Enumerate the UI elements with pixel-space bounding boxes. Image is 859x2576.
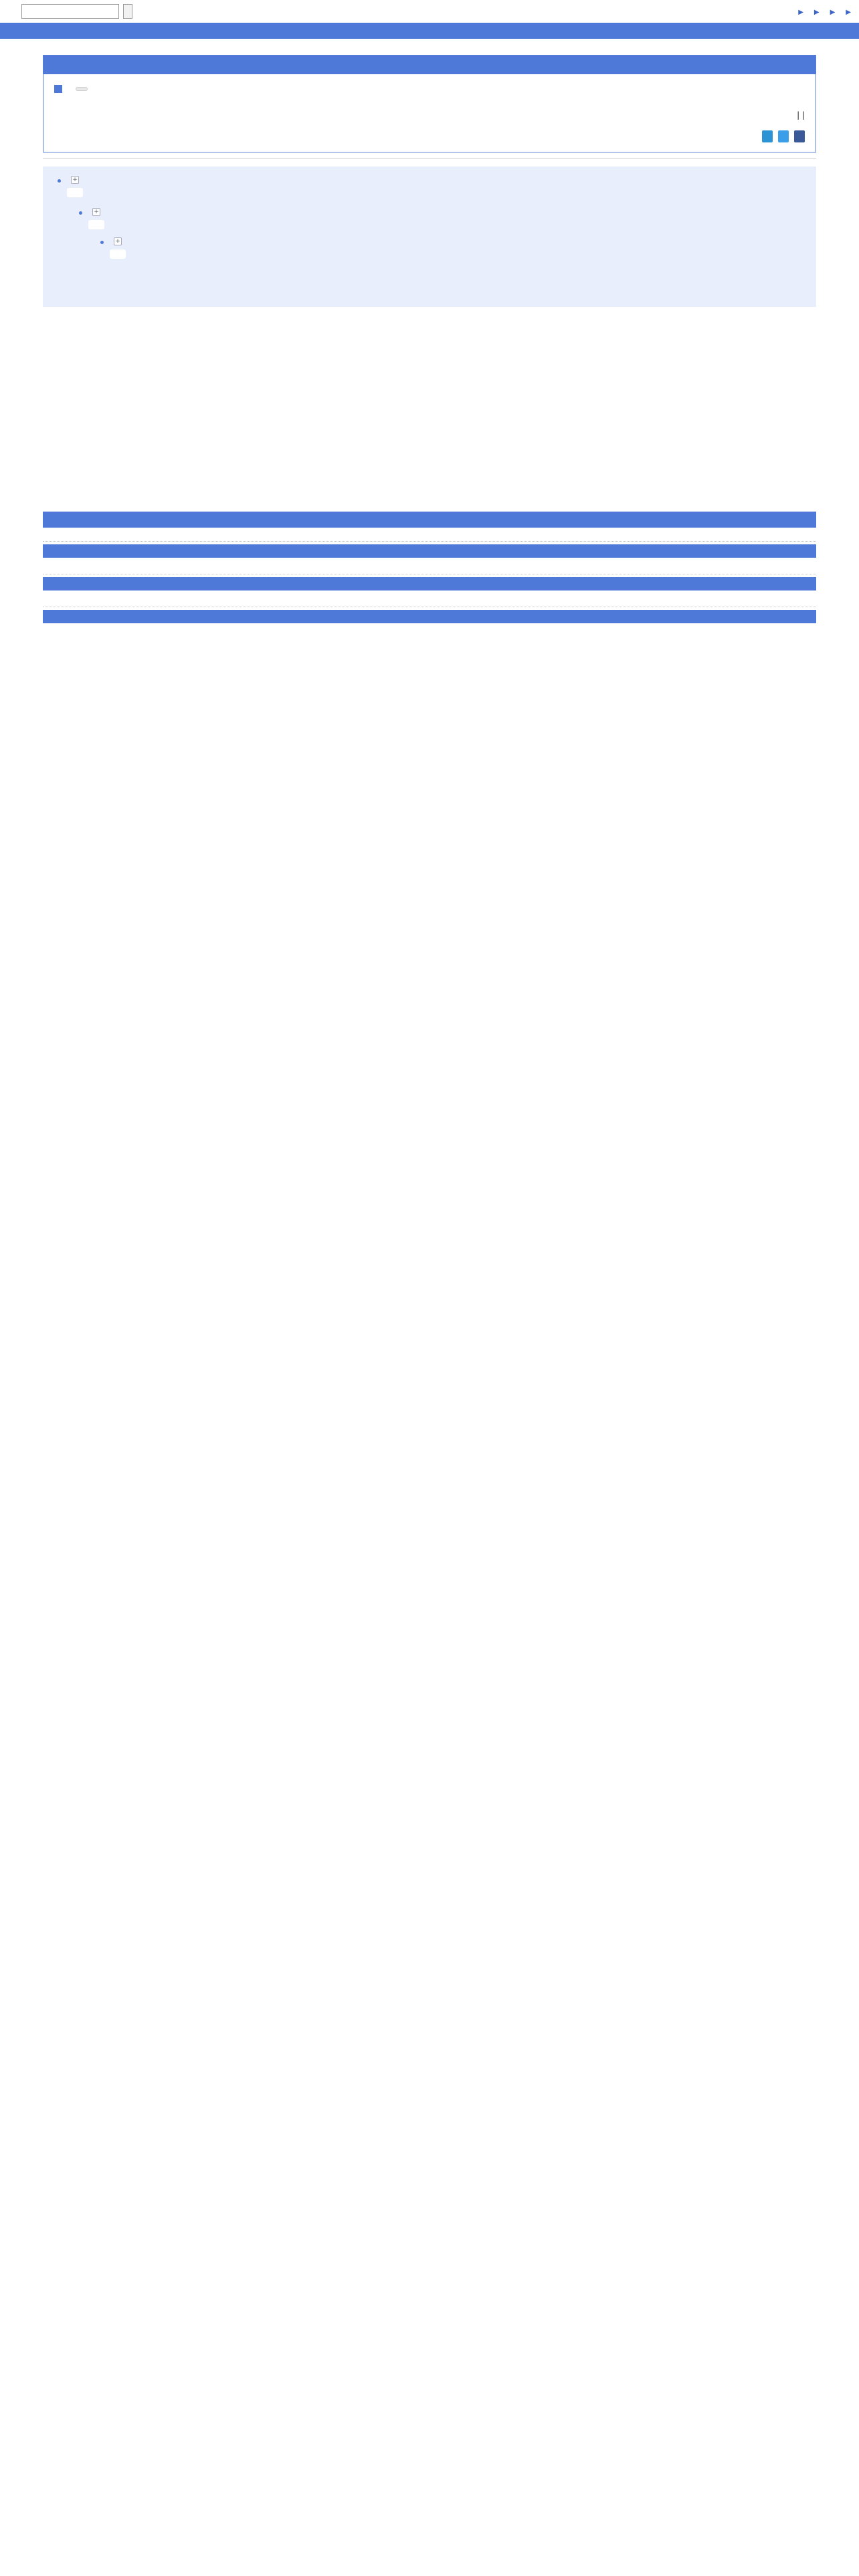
popular-header xyxy=(43,544,816,558)
reaction-head xyxy=(110,237,805,245)
reaction-node xyxy=(110,237,805,261)
reaction-head xyxy=(67,176,805,184)
bullet-icon xyxy=(58,179,61,183)
reaction-text xyxy=(88,220,104,229)
share-bar xyxy=(54,130,805,142)
nav-item xyxy=(830,7,837,16)
reaction-tree xyxy=(43,167,816,307)
entry-body xyxy=(43,74,816,152)
open-source-entry-button[interactable] xyxy=(76,87,88,91)
main-content xyxy=(43,39,816,623)
reaction-text xyxy=(110,249,126,259)
entry-date xyxy=(43,56,816,74)
expand-icon[interactable]: + xyxy=(114,237,122,245)
bookmark-comments-header xyxy=(43,512,816,528)
news-header xyxy=(43,610,816,623)
hatena-bookmark-button[interactable] xyxy=(762,130,773,142)
tweet-button[interactable] xyxy=(778,130,789,142)
reaction-head xyxy=(88,208,805,216)
top-header xyxy=(0,0,859,23)
square-icon xyxy=(54,85,62,93)
expand-icon[interactable]: + xyxy=(92,208,100,216)
bullet-icon xyxy=(79,211,82,215)
bullet-icon xyxy=(100,241,104,244)
triangle-icon: ▶ xyxy=(798,9,803,16)
top-nav xyxy=(798,7,852,16)
search-button[interactable] xyxy=(123,4,132,19)
triangle-icon: ▶ xyxy=(814,9,820,16)
reaction-node xyxy=(88,208,805,261)
entry-box xyxy=(43,55,816,152)
triangle-icon: ▶ xyxy=(830,9,836,16)
search-input[interactable] xyxy=(21,4,119,19)
facebook-share-button[interactable] xyxy=(794,130,805,142)
nav-item xyxy=(798,7,805,16)
reaction-node xyxy=(67,176,805,200)
nav-item xyxy=(846,7,852,16)
hot-header xyxy=(43,577,816,591)
triangle-icon: ▶ xyxy=(846,9,851,16)
nav-item xyxy=(814,7,821,16)
reaction-text xyxy=(67,188,83,197)
entry-meta: | | xyxy=(797,110,805,120)
reactions-label xyxy=(43,158,816,163)
welcome-bar xyxy=(0,23,859,39)
expand-icon[interactable]: + xyxy=(71,176,79,184)
